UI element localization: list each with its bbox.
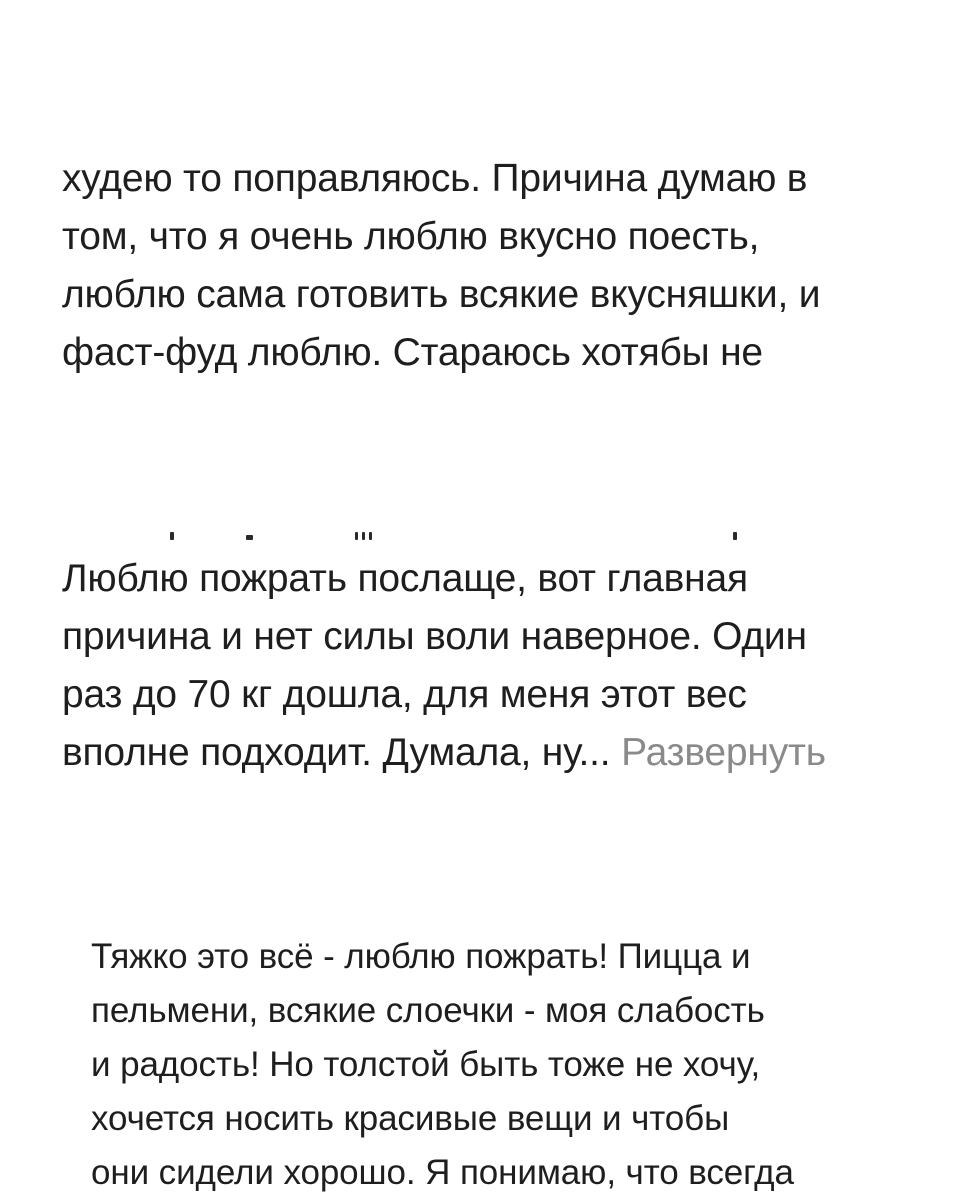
comment-3-line-4: хочется носить красивые вещи и чтобы — [91, 1099, 730, 1138]
comment-1-line-2: том, что я очень люблю вкусно поесть, — [62, 215, 760, 258]
comment-1-line-4: фаст-фуд люблю. Стараюсь хотябы не — [62, 331, 763, 374]
comment-2-line-4 — [62, 724, 826, 782]
comment-text-1 — [62, 150, 820, 382]
comment-2-line-1: Люблю пожрать послаще, вот главная — [62, 557, 748, 600]
comment-1-line-1: худею то поправляюсь. Причина думаю в — [62, 157, 808, 200]
cropped-text-fragment — [0, 522, 960, 542]
comment-3-line-1: Тяжко это всё - люблю пожрать! Пицца и — [91, 937, 751, 976]
cropped-glyph — [246, 535, 253, 540]
comment-2-line-3: раз до 70 кг дошла, для меня этот вес — [62, 673, 747, 716]
cropped-glyph — [369, 532, 372, 540]
comment-1-line-3: люблю сама готовить всякие вкусняшки, и — [62, 273, 821, 316]
expand-link[interactable]: Развернуть — [621, 731, 826, 774]
cropped-glyph — [170, 532, 174, 540]
comment-2-line-2: причина и нет силы воли наверное. Один — [62, 615, 807, 658]
comment-text-2 — [62, 550, 826, 782]
comment-2-line-4-text: вполне подходит. Думала, ну... — [62, 731, 611, 774]
comment-3-line-2: пельмени, всякие слоечки - моя слабость — [91, 991, 765, 1030]
comment-3-line-3: и радость! Но толстой быть тоже не хочу, — [91, 1045, 761, 1084]
cropped-glyph — [362, 532, 365, 540]
cropped-glyph — [733, 532, 737, 540]
comment-3-line-5: они сидели хорошо. Я понимаю, что всегда — [91, 1153, 794, 1192]
cropped-glyph — [355, 532, 358, 540]
comment-text-3 — [91, 930, 794, 1200]
